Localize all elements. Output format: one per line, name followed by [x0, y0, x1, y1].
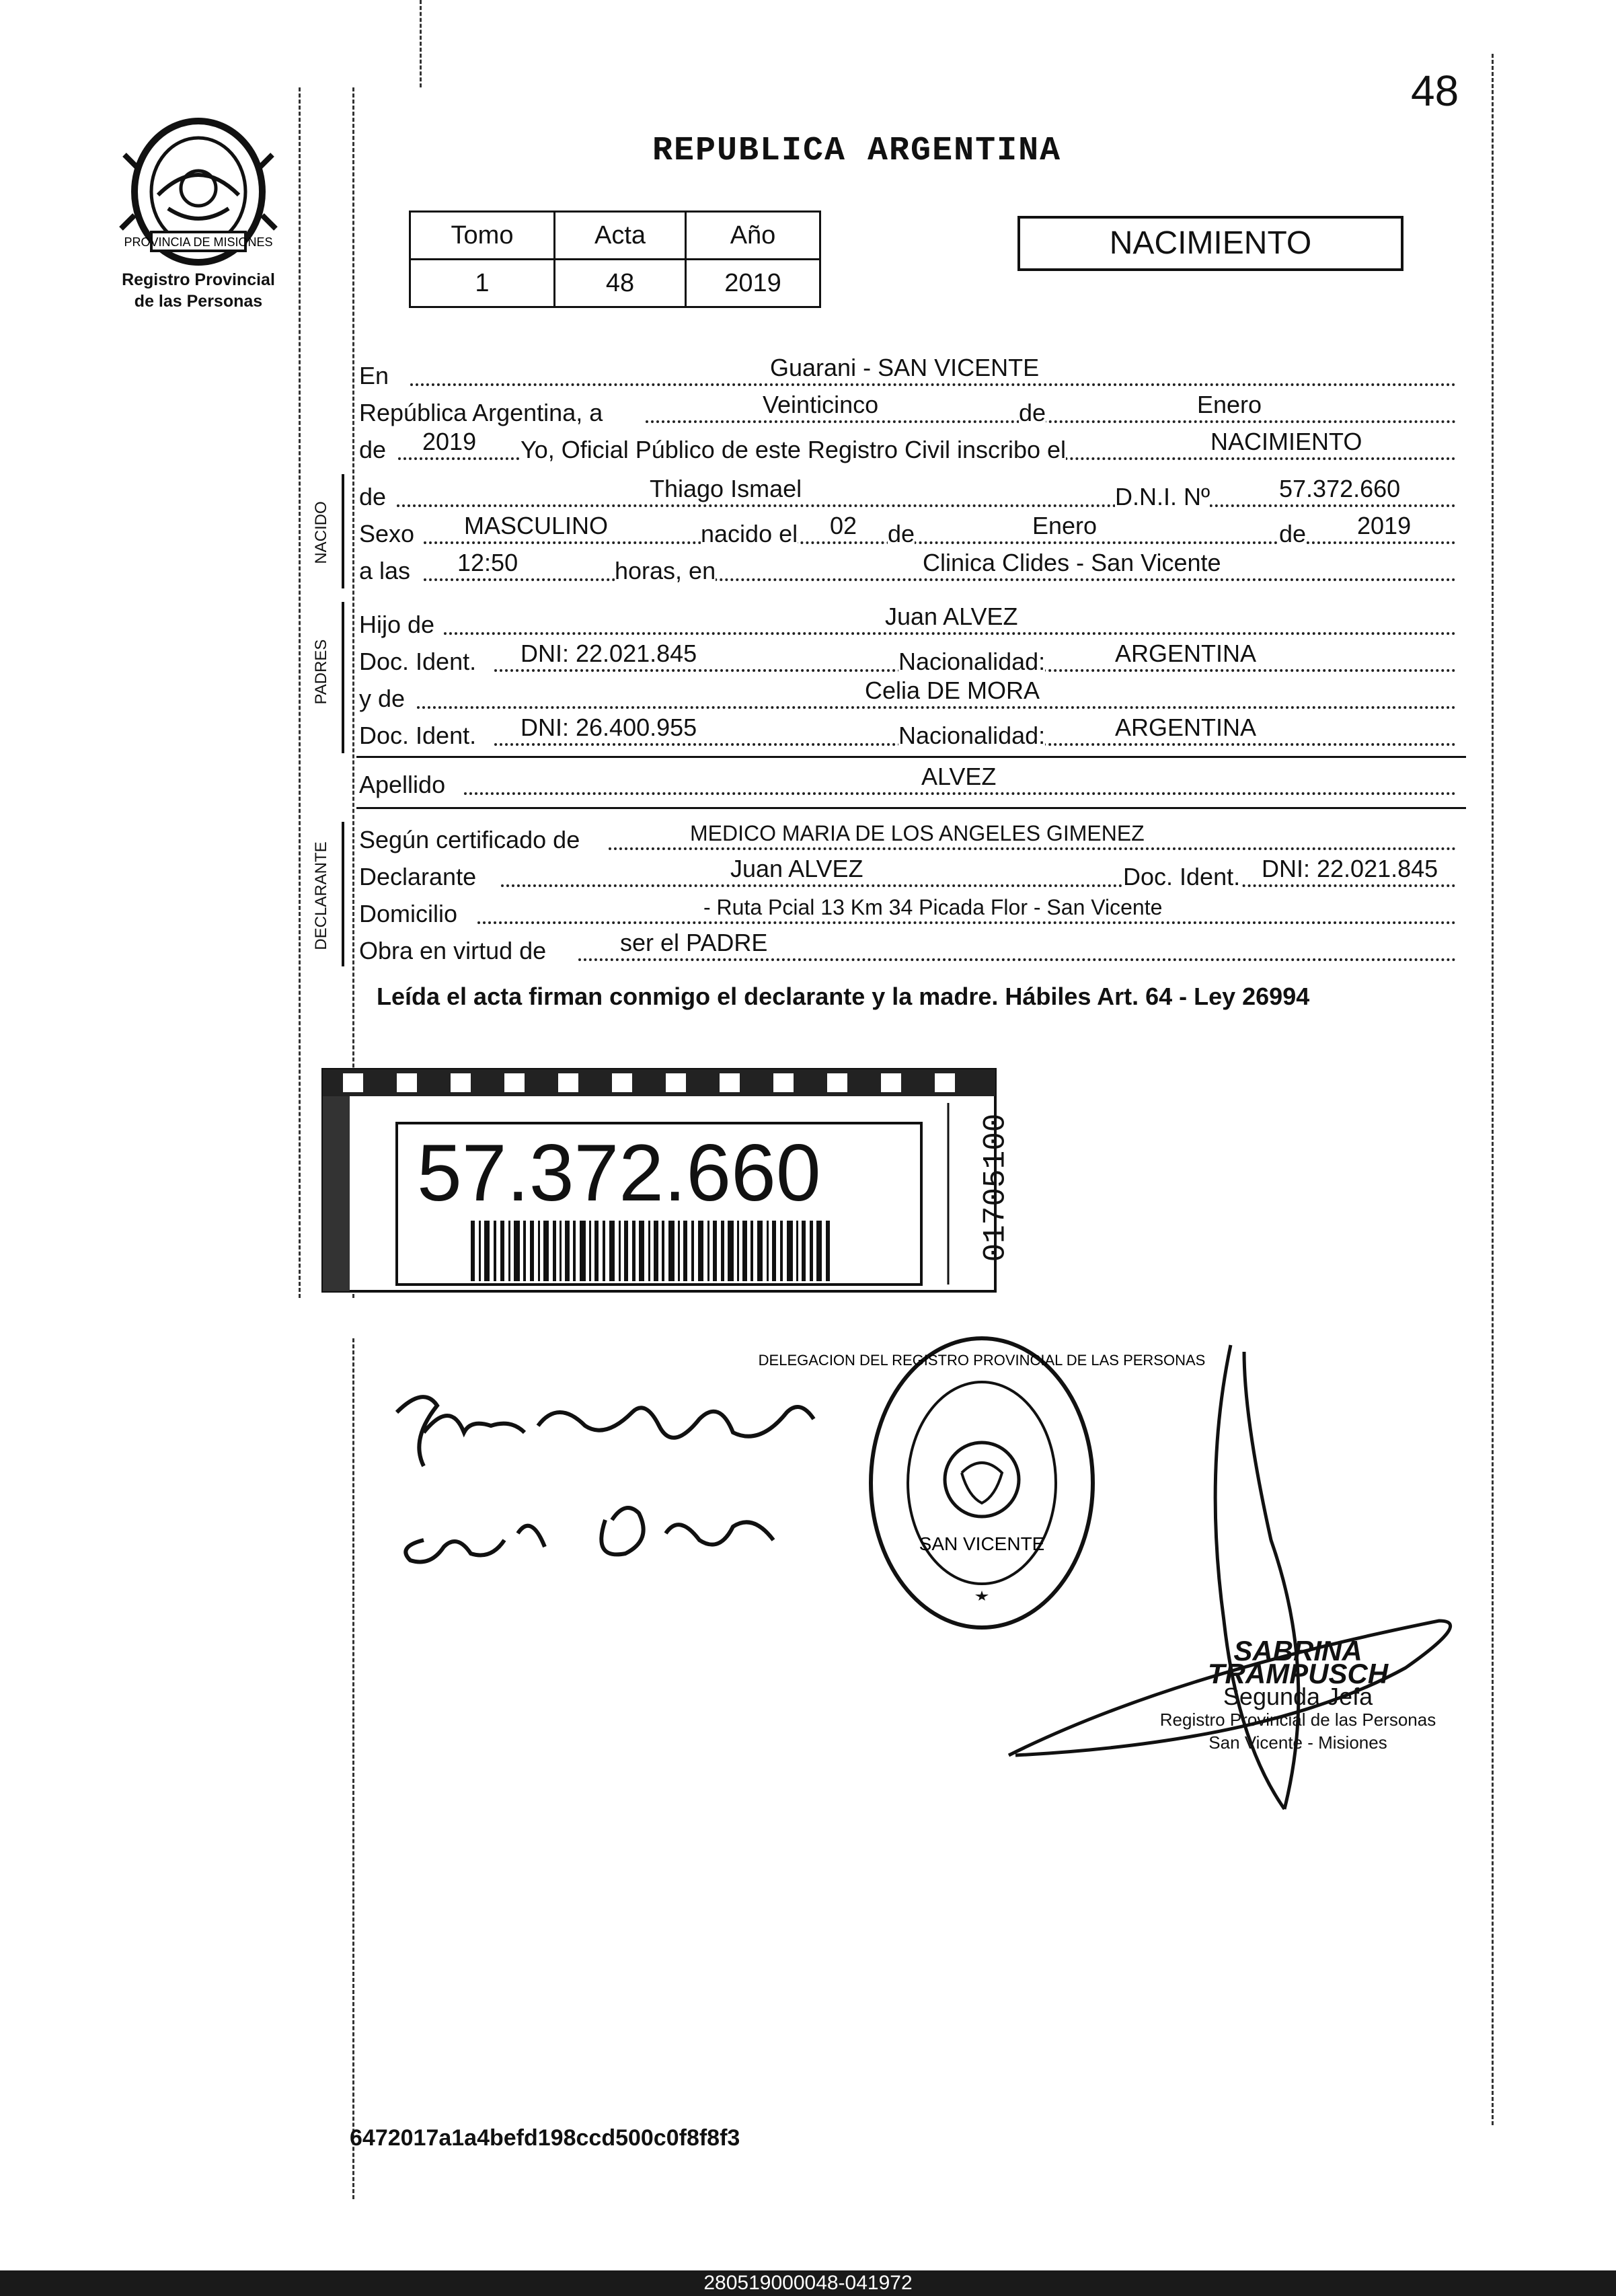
label-obra: Obra en virtud de — [359, 937, 547, 964]
value-domicilio: - Ruta Pcial 13 Km 34 Picada Flor - San Vicente — [703, 895, 1163, 919]
row-hora — [356, 549, 1466, 585]
handwritten-signatures — [383, 1359, 868, 1601]
label-horas-en: horas, en — [615, 557, 716, 584]
page-number: 48 — [1411, 67, 1459, 115]
record-table-header — [410, 212, 820, 260]
value-nac-mes: Enero — [1032, 512, 1098, 539]
official-name: SABRINA TRAMPUSCH — [1207, 1635, 1389, 1689]
label-hijo-de: Hijo de — [359, 611, 435, 638]
record-table-values — [410, 260, 820, 307]
margin-line-top — [420, 0, 422, 87]
value-madre-nac: ARGENTINA — [1115, 714, 1257, 741]
row-madre-doc — [356, 714, 1466, 750]
label-de: de — [1019, 399, 1046, 426]
value-lugar: Guarani - SAN VICENTE — [770, 354, 1040, 381]
value-madre: Celia DE MORA — [865, 677, 1040, 704]
footer-id-bar: 280519000048-041972 — [0, 2270, 1616, 2296]
label-declarante-doc: Doc. Ident. — [1123, 863, 1241, 890]
value-anio: 2019 — [686, 260, 820, 307]
label-de3: de — [1279, 520, 1307, 547]
row-declarante — [356, 855, 1466, 891]
label-dni: D.N.I. Nº — [1115, 483, 1210, 510]
sticker-serial: 01705100 — [978, 1113, 1013, 1262]
value-nac-dia: 02 — [830, 512, 857, 539]
value-dia: Veinticinco — [763, 391, 879, 418]
seal-caption-line1: Registro Provincial — [122, 270, 275, 289]
side-label-nacido: NACIDO — [312, 501, 330, 564]
value-certificado: MEDICO MARIA DE LOS ANGELES GIMENEZ — [690, 821, 1145, 845]
value-tomo: 1 — [410, 260, 555, 307]
rule-padres-end — [356, 756, 1466, 758]
value-padre-nac: ARGENTINA — [1115, 640, 1257, 667]
value-acta: 48 — [555, 260, 686, 307]
label-padre-nac: Nacionalidad: — [898, 648, 1046, 675]
label-yo-oficial: Yo, Oficial Público de este Registro Civil inscribo el — [521, 436, 1067, 463]
label-de-year: de — [359, 436, 387, 463]
row-padre — [356, 603, 1466, 639]
seal-caption — [87, 269, 309, 312]
value-lugar-nac: Clinica Clides - San Vicente — [923, 549, 1221, 576]
value-obra: ser el PADRE — [620, 929, 768, 956]
label-y-de: y de — [359, 685, 406, 712]
value-hora: 12:50 — [457, 549, 518, 576]
value-anio: 2019 — [422, 428, 477, 455]
label-madre-doc: Doc. Ident. — [359, 722, 477, 749]
label-declarante: Declarante — [359, 863, 477, 890]
row-padre-doc — [356, 640, 1466, 676]
row-apellido — [356, 763, 1466, 799]
stamp-outer-text: DELEGACION DEL REGISTRO PROVINCIAL DE LAS PERSONAS — [758, 1352, 1206, 1369]
label-a-las: a las — [359, 557, 411, 584]
document-title: REPUBLICA ARGENTINA — [652, 132, 1062, 170]
provincial-seal-logo — [111, 114, 286, 269]
row-sexo — [356, 512, 1466, 548]
seal-caption-line2: de las Personas — [134, 292, 263, 311]
value-dni: 57.372.660 — [1279, 475, 1401, 502]
value-declarante-doc: DNI: 22.021.845 — [1262, 855, 1438, 882]
label-republica: República Argentina, a — [359, 399, 603, 426]
margin-line-right — [1492, 54, 1494, 2125]
margin-line-lower — [352, 1338, 354, 2199]
value-nac-anio: 2019 — [1357, 512, 1412, 539]
dni-sticker — [316, 1063, 1013, 1298]
document-hash: 6472017a1a4befd198ccd500c0f8f8f3 — [350, 2125, 740, 2151]
label-sexo: Sexo — [359, 520, 415, 547]
header-tomo: Tomo — [410, 212, 555, 260]
record-table — [409, 211, 821, 308]
header-anio: Año — [686, 212, 820, 260]
label-de-name: de — [359, 483, 387, 510]
label-nacido-el: nacido el — [701, 520, 798, 547]
value-padre: Juan ALVEZ — [885, 603, 1018, 630]
rule-apellido-end — [356, 807, 1466, 809]
label-de2: de — [888, 520, 915, 547]
sticker-barcode — [471, 1221, 834, 1281]
official-location: San Vicente - Misiones — [1208, 1732, 1387, 1753]
value-declarante: Juan ALVEZ — [730, 855, 863, 882]
bracket-nacido — [342, 474, 344, 588]
row-lugar — [356, 354, 1466, 390]
row-nombre — [356, 475, 1466, 511]
row-obra — [356, 929, 1466, 965]
label-segun: Según certificado de — [359, 826, 580, 853]
header-acta: Acta — [555, 212, 686, 260]
row-certificado — [356, 822, 1466, 854]
value-sexo: MASCULINO — [464, 512, 609, 539]
row-fecha — [356, 391, 1466, 427]
row-inscripcion — [356, 428, 1466, 464]
official-signature-flourish — [1002, 1338, 1473, 1836]
bracket-declarante — [342, 822, 344, 966]
value-padre-doc: DNI: 22.021.845 — [521, 640, 697, 667]
legal-text: Leída el acta firman conmigo el declarante y la madre. Hábiles Art. 64 - Ley 26994 — [377, 983, 1310, 1010]
seal-text: PROVINCIA DE MISIONES — [124, 235, 273, 249]
value-apellido: ALVEZ — [921, 763, 997, 790]
official-office: Registro Provincial de las Personas — [1159, 1710, 1436, 1730]
value-acto: NACIMIENTO — [1210, 428, 1362, 455]
record-type-box: NACIMIENTO — [1017, 216, 1403, 271]
label-madre-nac: Nacionalidad: — [898, 722, 1046, 749]
label-domicilio: Domicilio — [359, 900, 458, 927]
value-mes: Enero — [1197, 391, 1262, 418]
side-label-declarante: DECLARANTE — [312, 841, 330, 950]
official-stamp — [1143, 1635, 1453, 1754]
label-en: En — [359, 362, 389, 389]
row-madre — [356, 677, 1466, 713]
value-nombre: Thiago Ismael — [650, 475, 802, 502]
label-padre-doc: Doc. Ident. — [359, 648, 477, 675]
official-role: Segunda Jefa — [1223, 1683, 1373, 1710]
side-label-padres: PADRES — [312, 639, 330, 705]
label-apellido: Apellido — [359, 771, 446, 798]
sticker-number: 57.372.660 — [417, 1128, 821, 1218]
stamp-inner-text: SAN VICENTE — [919, 1533, 1045, 1554]
row-domicilio — [356, 896, 1466, 928]
bracket-padres — [342, 602, 344, 753]
value-madre-doc: DNI: 26.400.955 — [521, 714, 697, 741]
